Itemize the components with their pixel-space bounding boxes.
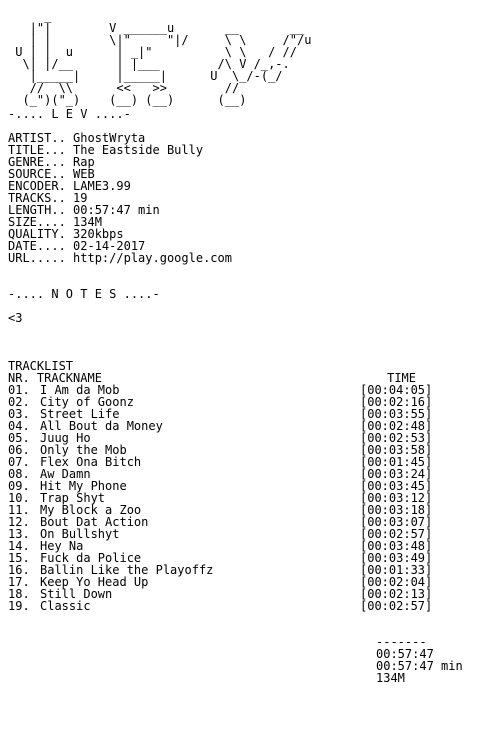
totals-time: 00:57:47 — [376, 647, 434, 661]
track-time: [00:02:04] — [360, 575, 433, 589]
notes-text: <3 — [8, 311, 23, 325]
track-number: 15. — [8, 551, 30, 565]
track-number: 03. — [8, 407, 30, 421]
track-number: 06. — [8, 443, 30, 457]
track-name: Street Life — [40, 407, 120, 421]
track-name: All Bout da Money — [40, 419, 163, 433]
tracklist — [8, 384, 472, 612]
track-name: City of Goonz — [40, 395, 134, 409]
track-time: [00:03:58] — [360, 443, 433, 457]
track-name: Flex Ona Bitch — [40, 455, 142, 469]
track-number: 13. — [8, 527, 30, 541]
release-info-key: GENRE... — [8, 155, 66, 169]
release-info-value: WEB — [73, 167, 95, 181]
track-number: 07. — [8, 455, 30, 469]
track-time: [00:02:16] — [360, 395, 433, 409]
track-time: [00:03:55] — [360, 407, 433, 421]
track-name: Hey Na — [40, 539, 84, 553]
track-time: [00:01:33] — [360, 563, 433, 577]
track-number: 10. — [8, 491, 30, 505]
track-number: 02. — [8, 395, 30, 409]
track-name: Juug Ho — [40, 431, 91, 445]
track-time: [00:03:48] — [360, 539, 433, 553]
track-number: 19. — [8, 599, 30, 613]
totals-length: 00:57:47 min — [376, 659, 463, 673]
release-info-key: LENGTH.. — [8, 203, 66, 217]
track-time: [00:03:24] — [360, 467, 433, 481]
track-name: Bout Dat Action — [40, 515, 149, 529]
track-time: [00:02:53] — [360, 431, 433, 445]
track-time: [00:03:07] — [360, 515, 433, 529]
track-name: Fuck da Police — [40, 551, 142, 565]
track-time: [00:02:57] — [360, 527, 433, 541]
release-info-key: SIZE.... — [8, 215, 66, 229]
track-number: 09. — [8, 479, 30, 493]
release-info-key: DATE.... — [8, 239, 66, 253]
track-time: [00:02:48] — [360, 419, 433, 433]
track-number: 11. — [8, 503, 30, 517]
track-name: Aw Damn — [40, 467, 91, 481]
release-info-value: 19 — [73, 191, 88, 205]
track-number: 12. — [8, 515, 30, 529]
release-info-key: URL..... — [8, 251, 66, 265]
release-info-key: QUALITY. — [8, 227, 66, 241]
release-info-key: SOURCE.. — [8, 167, 66, 181]
track-time: [00:02:57] — [360, 599, 433, 613]
release-info-key: ENCODER. — [8, 179, 66, 193]
track-number: 18. — [8, 587, 30, 601]
track-number: 01. — [8, 383, 30, 397]
track-time: [00:02:13] — [360, 587, 433, 601]
track-number: 04. — [8, 419, 30, 433]
track-number: 17. — [8, 575, 30, 589]
track-number: 05. — [8, 431, 30, 445]
track-name: Hit My Phone — [40, 479, 127, 493]
tracklist-title: TRACKLIST — [8, 359, 74, 373]
release-info-key: TITLE... — [8, 143, 66, 157]
release-info-key: TRACKS.. — [8, 191, 66, 205]
track-name: Keep Yo Head Up — [40, 575, 149, 589]
tracklist-header-nr: NR. TRACKNAME — [8, 371, 102, 385]
nfo-document — [8, 10, 472, 684]
ascii-logo: _ |"| V ______u __ __ | | \|" "|/ \ \ /"/u U | | u | _|" \ \ / // \| |/__ | |___ /\ V /_,-. |_____| |_____| U \_/-(_/ // \\ << >> // (_")("_) (__) (__) (__) — [15, 9, 312, 107]
release-info-value: 00:57:47 min — [73, 203, 160, 217]
track-name: Still Down — [40, 587, 113, 601]
release-section-title: -.... L E V ....- — [8, 107, 131, 121]
totals-separator: ------- — [376, 635, 427, 649]
release-info-value: 320kbps — [73, 227, 124, 241]
release-info-value: Rap — [73, 155, 95, 169]
track-time: [00:01:45] — [360, 455, 433, 469]
track-name: Trap Shyt — [40, 491, 106, 505]
release-info-value: LAME3.99 — [73, 179, 131, 193]
track-name: Classic — [40, 599, 91, 613]
release-info-value: GhostWryta — [73, 131, 146, 145]
release-info-key: ARTIST.. — [8, 131, 66, 145]
notes-section-title: -.... N O T E S ....- — [8, 287, 160, 301]
track-time: [00:03:45] — [360, 479, 433, 493]
track-time: [00:03:12] — [360, 491, 433, 505]
release-info-value: 02-14-2017 — [73, 239, 146, 253]
track-name: Ballin Like the Playoffz — [40, 563, 214, 577]
totals — [376, 636, 472, 684]
track-time: [00:03:49] — [360, 551, 433, 565]
track-name: Only the Mob — [40, 443, 127, 457]
track-name: On Bullshyt — [40, 527, 120, 541]
track-row — [8, 600, 472, 612]
track-number: 14. — [8, 539, 30, 553]
release-info-row — [8, 252, 472, 264]
release-info — [8, 132, 472, 264]
track-time: [00:03:18] — [360, 503, 433, 517]
totals-size: 134M — [376, 671, 405, 685]
track-name: I Am da Mob — [40, 383, 120, 397]
release-info-value: http://play.google.com — [73, 251, 232, 265]
track-time: [00:04:05] — [360, 383, 433, 397]
track-number: 16. — [8, 563, 30, 577]
release-info-value: The Eastside Bully — [73, 143, 204, 157]
track-name: My Block a Zoo — [40, 503, 142, 517]
track-number: 08. — [8, 467, 30, 481]
release-info-value: 134M — [73, 215, 102, 229]
tracklist-header-time: TIME — [387, 371, 416, 385]
